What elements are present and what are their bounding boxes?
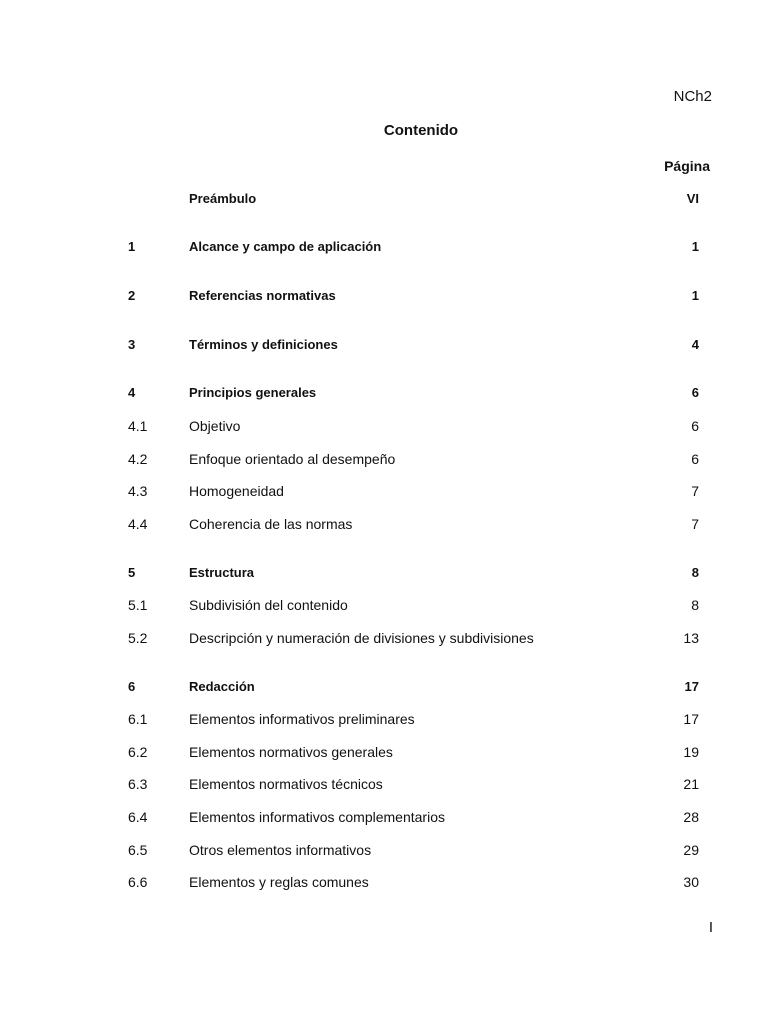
toc-label: Descripción y numeración de divisiones y subdivisiones [189,630,534,646]
toc-label: Elementos normativos técnicos [189,776,383,792]
toc-number: 1 [128,239,136,254]
toc-page: 17 [684,679,699,694]
toc-number: 4.2 [128,451,148,467]
toc-row-5-2 [0,628,768,648]
toc-number: 6.5 [128,842,148,858]
toc-page: 8 [691,565,699,580]
toc-label: Homogeneidad [189,483,284,499]
toc-page: 21 [683,776,699,792]
toc-number: 4.4 [128,516,148,532]
toc-label: Elementos normativos generales [189,744,393,760]
toc-row-4-2 [0,449,768,469]
toc-page: 7 [691,516,699,532]
footer-page-number: I [708,919,713,936]
toc-label: Otros elementos informativos [189,842,372,858]
toc-number: 6.4 [128,809,148,825]
toc-label: Principios generales [189,385,317,400]
toc-label: Objetivo [189,418,241,434]
toc-row-1 [0,237,768,257]
toc-row-4-4 [0,514,768,534]
toc-row-4-3 [0,481,768,501]
document-code: NCh2 [673,88,712,105]
toc-page: VI [686,191,699,206]
toc-number: 4.1 [128,418,148,434]
toc-row-4-1 [0,416,768,436]
toc-number: 2 [128,288,136,303]
toc-page: 30 [683,874,699,890]
toc-page: 6 [691,451,699,467]
toc-page: 13 [683,630,699,646]
toc-number: 3 [128,337,136,352]
toc-page: 19 [683,744,699,760]
toc-page: 7 [691,483,699,499]
toc-label: Elementos informativos preliminares [189,711,415,727]
toc-page: 6 [691,385,699,400]
toc-label: Elementos y reglas comunes [189,874,369,890]
toc-label: Términos y definiciones [189,337,338,352]
toc-number: 6.3 [128,776,148,792]
toc-number: 5 [128,565,136,580]
toc-row-6-1 [0,709,768,729]
toc-label: Subdivisión del contenido [189,597,348,613]
toc-row-5-1 [0,595,768,615]
toc-label: Enfoque orientado al desempeño [189,451,396,467]
toc-page: 8 [691,597,699,613]
page-title: Contenido [383,122,459,139]
toc-label: Redacción [189,679,255,694]
toc-row-6-6 [0,872,768,892]
toc-row-6 [0,677,768,697]
toc-page: 1 [691,288,699,303]
toc-row-4 [0,383,768,403]
toc-row-6-5 [0,840,768,860]
toc-row-3 [0,335,768,355]
toc-number: 6 [128,679,136,694]
toc-page: 17 [683,711,699,727]
toc-number: 4 [128,385,136,400]
toc-label: Coherencia de las normas [189,516,353,532]
page-column-header: Página [664,158,710,174]
toc-row-6-4 [0,807,768,827]
toc-number: 4.3 [128,483,148,499]
toc-label: Preámbulo [189,191,257,206]
toc-page: 6 [691,418,699,434]
toc-label: Alcance y campo de aplicación [189,239,382,254]
toc-number: 6.2 [128,744,148,760]
toc-page: 28 [683,809,699,825]
toc-label: Elementos informativos complementarios [189,809,445,825]
toc-page: 1 [691,239,699,254]
toc-number: 5.1 [128,597,148,613]
toc-page: 4 [691,337,699,352]
toc-label: Referencias normativas [189,288,336,303]
toc-row-6-3 [0,774,768,794]
toc-page: 29 [683,842,699,858]
toc-row-2 [0,286,768,306]
toc-number: 6.6 [128,874,148,890]
toc-label: Estructura [189,565,255,580]
toc-row-preambulo [0,189,768,209]
toc-row-6-2 [0,742,768,762]
toc-number: 5.2 [128,630,148,646]
toc-row-5 [0,563,768,583]
toc-number: 6.1 [128,711,148,727]
